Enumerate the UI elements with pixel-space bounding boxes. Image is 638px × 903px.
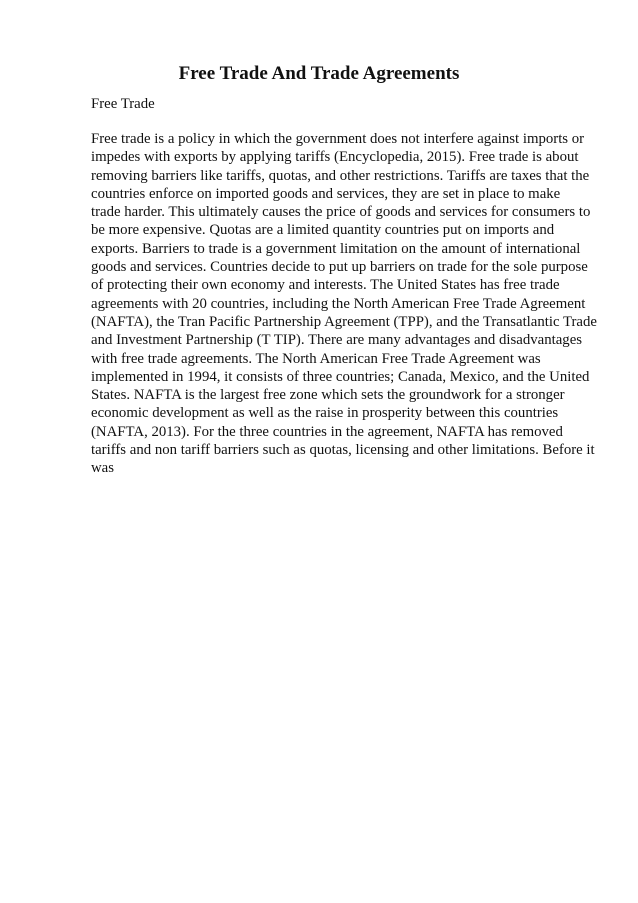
text-line: and Investment Partnership (T TIP). There are many advantages and disadvantages — [91, 332, 583, 349]
text-line: goods and services. Countries decide to put up barriers on trade for the sole purpose — [91, 259, 588, 276]
text-line: (NAFTA, 2013). For the three countries in the agreement, NAFTA has removed — [91, 423, 563, 440]
section-heading: Free Trade — [91, 96, 155, 112]
text-line: States. NAFTA is the largest free zone which sets the groundwork for a stronger — [91, 387, 565, 404]
text-line: agreements with 20 countries, including the North American Free Trade Agreement — [91, 295, 586, 312]
document-title: Free Trade And Trade Agreements — [178, 63, 460, 84]
text-line: (NAFTA), the Tran Pacific Partnership Agreement (TPP), and the Transatlantic Trade — [91, 313, 597, 330]
text-line: exports. Barriers to trade is a government limitation on the amount of international — [91, 240, 581, 257]
text-line: tariffs and non tariff barriers such as quotas, licensing and other limitations. Before it — [91, 442, 595, 459]
body-paragraph — [91, 130, 597, 478]
text-line: of protecting their own economy and interests. The United States has free trade — [91, 277, 560, 294]
text-line: countries enforce on imported goods and services, they are set in place to make — [91, 185, 561, 202]
text-line: Free trade is a policy in which the government does not interfere against imports or — [91, 131, 585, 147]
text-line: trade harder. This ultimately causes the price of goods and services for consumers to — [91, 204, 591, 221]
text-line: removing barriers like tariffs, quotas, and other restrictions. Tariffs are taxes that the — [91, 167, 590, 184]
text-line: implemented in 1994, it consists of three countries; Canada, Mexico, and the United — [91, 368, 590, 385]
text-line: with free trade agreements. The North American Free Trade Agreement was — [91, 350, 541, 367]
text-line: impedes with exports by applying tariffs (Encyclopedia, 2015). Free trade is about — [91, 149, 579, 166]
text-line: be more expensive. Quotas are a limited quantity countries put on imports and — [91, 222, 555, 239]
text-line: was — [91, 460, 115, 477]
text-line: economic development as well as the raise in prosperity between this countries — [91, 405, 559, 422]
